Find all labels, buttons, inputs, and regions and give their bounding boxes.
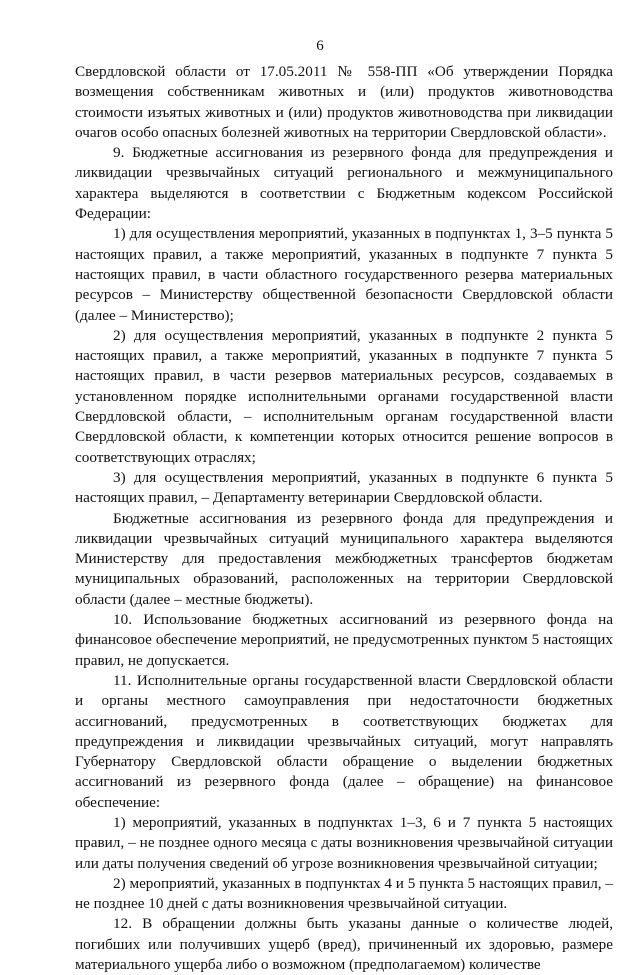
paragraph-item-9-1: 1) для осуществления мероприятий, указанных в подпунктах 1, 3–5 пункта 5 настоящих правил, а также мероприятий, указанных в подпункте 7 пункта 5 настоящих правил, в части областного государственного резерва материальных ресурсов – Министерству общественной безопасности Свердловской области (далее – Министерство); (75, 225, 613, 324)
paragraph-item-9-3: 3) для осуществления мероприятий, указанных в подпункте 6 пункта 5 настоящих правил, – Департаменту ветеринарии Свердловской области. (75, 468, 613, 507)
paragraph-item-9: 9. Бюджетные ассигнования из резервного фонда для предупреждения и ликвидации чрезвычайных ситуаций регионального и межмуниципального характера выделяются в соответствии с Бюджетным кодексом Российской Федерации: (75, 144, 613, 223)
paragraph-item-10: 10. Использование бюджетных ассигнований из резервного фонда на финансовое обеспечение мероприятий, не предусмотренных пунктом 5 настоящих правил, не допускается. (75, 611, 613, 669)
paragraph-item-11-2: 2) мероприятий, указанных в подпунктах 4 и 5 пункта 5 настоящих правил, – не позднее 10 дней с даты возникновения чрезвычайной ситуации. (75, 874, 613, 913)
paragraph-item-11: 11. Исполнительные органы государственной власти Свердловской области и органы местного самоуправления при недостаточности бюджетных ассигнований, предусмотренных в соответствующих бюджетах для предупреждения и ликвидации чрезвычайных ситуаций, могут направлять Губернатору Свердловской области обращение о выделении бюджетных ассигнований из резервного фонда (далее – обращение) на финансовое обеспечение: (75, 671, 613, 811)
paragraph-item-11-1: 1) мероприятий, указанных в подпунктах 1–3, 6 и 7 пункта 5 настоящих правил, – не позднее одного месяца с даты возникновения чрезвычайной ситуации или даты получения сведений об угрозе возникновения чрезвычайной ситуации; (75, 813, 613, 872)
paragraph-continuation: Свердловской области от 17.05.2011 № 558-ПП «Об утверждении Порядка возмещения собственникам животных и (или) продуктов животноводства стоимости изъятых животных и (или) продуктов животноводства при ликвидации очагов особо опасных болезней животных на территории Свердловской области». (75, 63, 613, 141)
paragraph-item-12: 12. В обращении должны быть указаны данные о количестве людей, погибших или получивших ущерб (вред), причиненный их здоровью, размере материального ущерба либо о возможном (предполагаемом) количестве (75, 915, 613, 974)
paragraph-municipal-allocations: Бюджетные ассигнования из резервного фонда для предупреждения и ликвидации чрезвычайных ситуаций муниципального характера выделяются Министерству для предоставления межбюджетных трансфертов бюджетам муниципальных образований, расположенных на территории Свердловской области (далее – местные бюджеты). (75, 509, 613, 608)
document-body (75, 62, 613, 975)
paragraph-item-9-2: 2) для осуществления мероприятий, указанных в подпункте 2 пункта 5 настоящих правил, а также мероприятий, указанных в подпункте 7 пункта 5 настоящих правил, в части резервов материальных ресурсов, создаваемых в установленном порядке исполнительными органами государственной власти Свердловской области, – исполнительным органам государственной власти Свердловской области, к компетенции которых относится решение вопросов в соответствующих отраслях; (75, 326, 613, 466)
page-number: 6 (316, 38, 324, 54)
